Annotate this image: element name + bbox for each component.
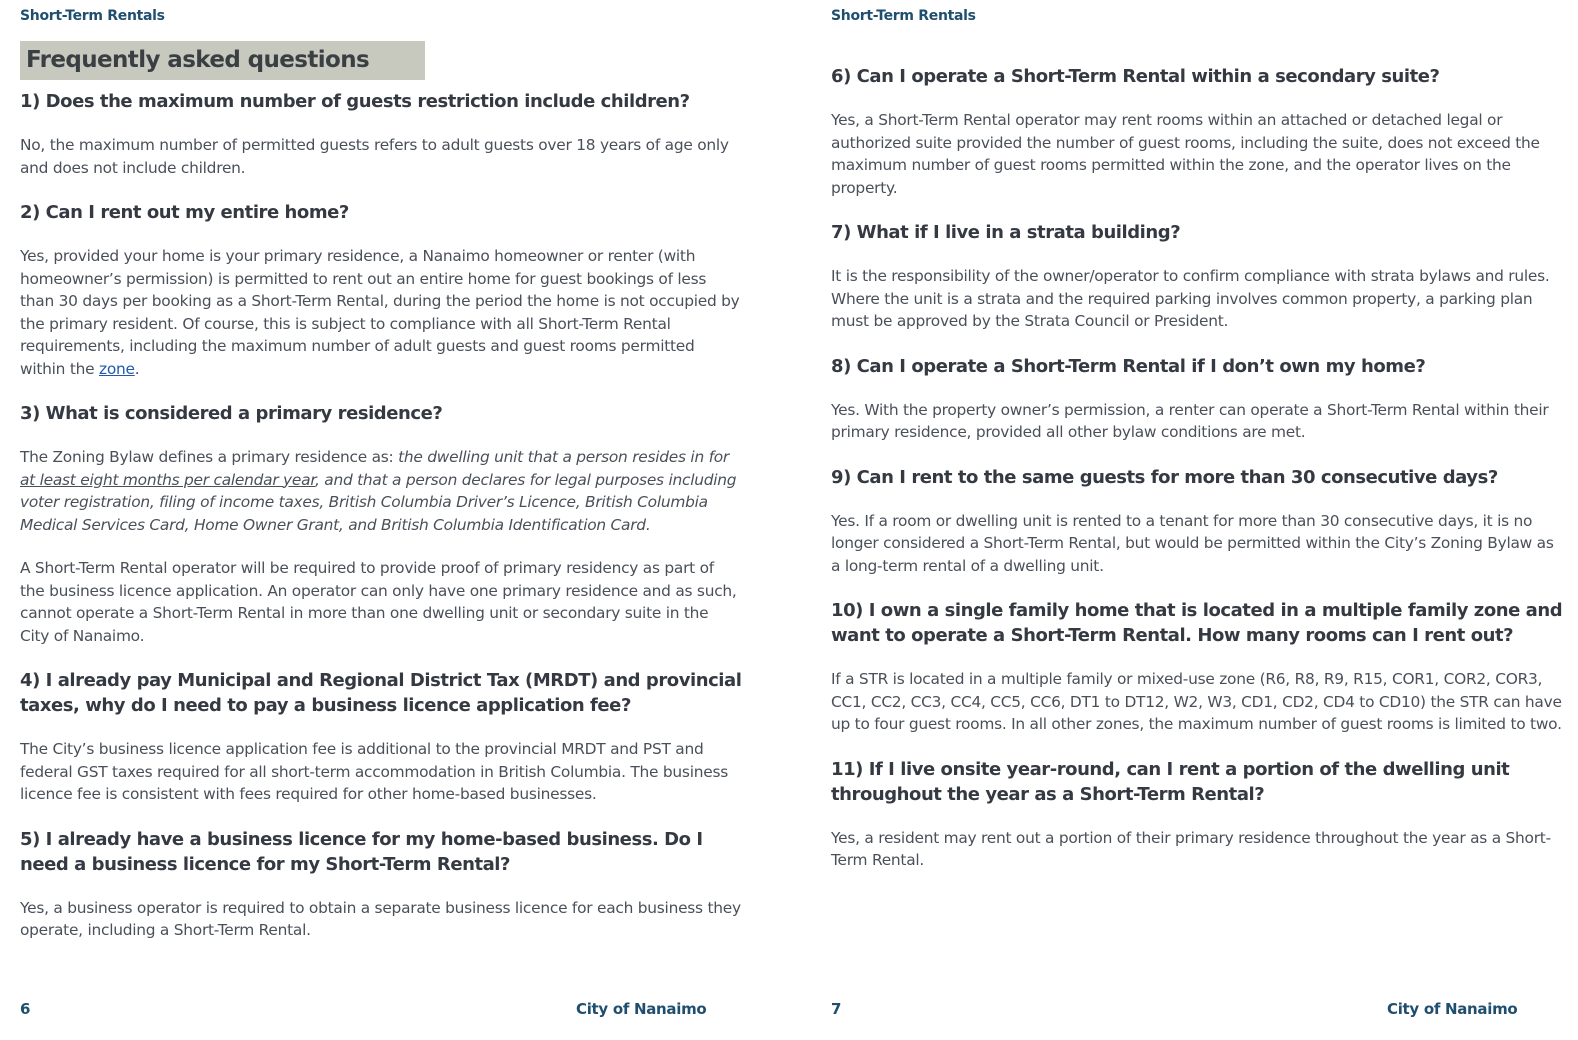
left-content [20, 89, 742, 963]
zone-link[interactable]: zone [98, 359, 135, 378]
faq-answer-8: Yes. With the property owner’s permission, a renter can operate a Short-Term Rental within their primary residence, provided all other bylaw conditions are met. [831, 400, 1549, 441]
faq-answer-1: No, the maximum number of permitted guests refers to adult guests over 18 years of age only and does not include children. [20, 136, 729, 177]
faq-answer-9: Yes. If a room or dwelling unit is rented to a tenant for more than 30 consecutive days, it is no longer considered a Short-Term Rental, but would be permitted within the City’s Zoning Bylaw as a long-term rental of a dwelling unit. [831, 511, 1554, 575]
faq-answer-10: If a STR is located in a multiple family or mixed-use zone (R6, R8, R9, R15, COR1, COR2, COR3, CC1, CC2, CC3, CC4, CC5, CC6, DT1 to DT12, W2, W3, CD1, CD2, CD4 to CD10) the STR can have up to four guest rooms. In all other zones, the maximum number of guest rooms is limited to two. [831, 670, 1562, 733]
faq-answer-3-italic-1: the dwelling unit that a person resides in for [398, 448, 730, 466]
page-number: 7 [831, 1000, 842, 1018]
faq-question-8: 8) Can I operate a Short-Term Rental if I don’t own my home? [831, 355, 1426, 377]
running-header: Short-Term Rentals [831, 8, 976, 24]
footer-city: City of Nanaimo [576, 1000, 707, 1018]
right-content [831, 64, 1566, 893]
faq-question-5: 5) I already have a business licence for my home-based business. Do I need a business licence for my Short-Term Rental? [20, 828, 703, 875]
faq-question-6: 6) Can I operate a Short-Term Rental within a secondary suite? [831, 66, 1440, 87]
faq-question-7: 7) What if I live in a strata building? [831, 222, 1181, 243]
faq-answer-3-underlined: at least eight months per calendar year [20, 470, 315, 489]
faq-question-9: 9) Can I rent to the same guests for more than 30 consecutive days? [831, 466, 1498, 488]
faq-question-10: 10) I own a single family home that is located in a multiple family zone and want to operate a Short-Term Rental. How many rooms can I rent out? [831, 600, 1563, 646]
faq-answer-2-text: Yes, provided your home is your primary residence, a Nanaimo homeowner or renter (with homeowner’s permission) is permitted to rent out an entire home for guest bookings of less than 30 days per booking as a Short-Term Rental, during the period the home is not occupied by the primary resident. Of course, this is subject to compliance with all Short-Term Rental requirements, including the maximum number of adult guests and guest rooms permitted within the [20, 247, 740, 378]
faq-question-3: 3) What is considered a primary residence? [20, 403, 443, 424]
faq-answer-2 [20, 245, 742, 380]
faq-question-2: 2) Can I rent out my entire home? [20, 202, 349, 223]
section-title: Frequently asked questions [20, 41, 425, 80]
faq-answer-3-intro: The Zoning Bylaw defines a primary residence as: [20, 448, 399, 466]
faq-answer-11: Yes, a resident may rent out a portion of their primary residence throughout the year as a Short-Term Rental. [831, 828, 1551, 869]
faq-answer-3-definition [20, 446, 742, 536]
faq-answer-4: The City’s business licence application fee is additional to the provincial MRDT and PST and federal GST taxes required for all short-term accommodation in British Columbia. The business licence fee is consistent with fees required for other home-based businesses. [20, 740, 728, 803]
page-number: 6 [20, 1000, 31, 1018]
faq-question-1: 1) Does the maximum number of guests restriction include children? [20, 91, 690, 112]
faq-answer-3-proof: A Short-Term Rental operator will be required to provide proof of primary residency as part of the business licence application. An operator can only have one primary residence and as such, cannot operate a Short-Term Rental in more than one dwelling unit or secondary suite in the City of Nanaimo. [20, 559, 737, 645]
footer-city: City of Nanaimo [1387, 1000, 1518, 1018]
faq-answer-2-end: . [134, 359, 140, 378]
faq-question-11: 11) If I live onsite year-round, can I rent a portion of the dwelling unit throughout the year as a Short-Term Rental? [831, 758, 1510, 805]
running-header: Short-Term Rentals [20, 8, 165, 24]
faq-answer-6: Yes, a Short-Term Rental operator may rent rooms within an attached or detached legal or authorized suite provided the number of guest rooms, including the suite, does not exceed the maximum number of guest rooms permitted within the zone, and the operator lives on the property. [831, 111, 1540, 197]
right-page [811, 0, 1578, 1040]
faq-answer-7: It is the responsibility of the owner/operator to confirm compliance with strata bylaws and rules. Where the unit is a strata and the required parking involves common property, a parking plan must be approved by the Strata Council or President. [831, 267, 1550, 330]
faq-answer-5: Yes, a business operator is required to obtain a separate business licence for each business they operate, including a Short-Term Rental. [20, 898, 741, 939]
faq-answer-3-italic-2: , and that a person declares for legal purposes including voter registration, filing of income taxes, British Columbia Driver’s Licence, British Columbia Medical Services Card, Home Owner Grant, and British Columbia Identification Card. [20, 470, 737, 534]
faq-question-4: 4) I already pay Municipal and Regional District Tax (MRDT) and provincial taxes, why do I need to pay a business licence application fee? [20, 670, 742, 716]
